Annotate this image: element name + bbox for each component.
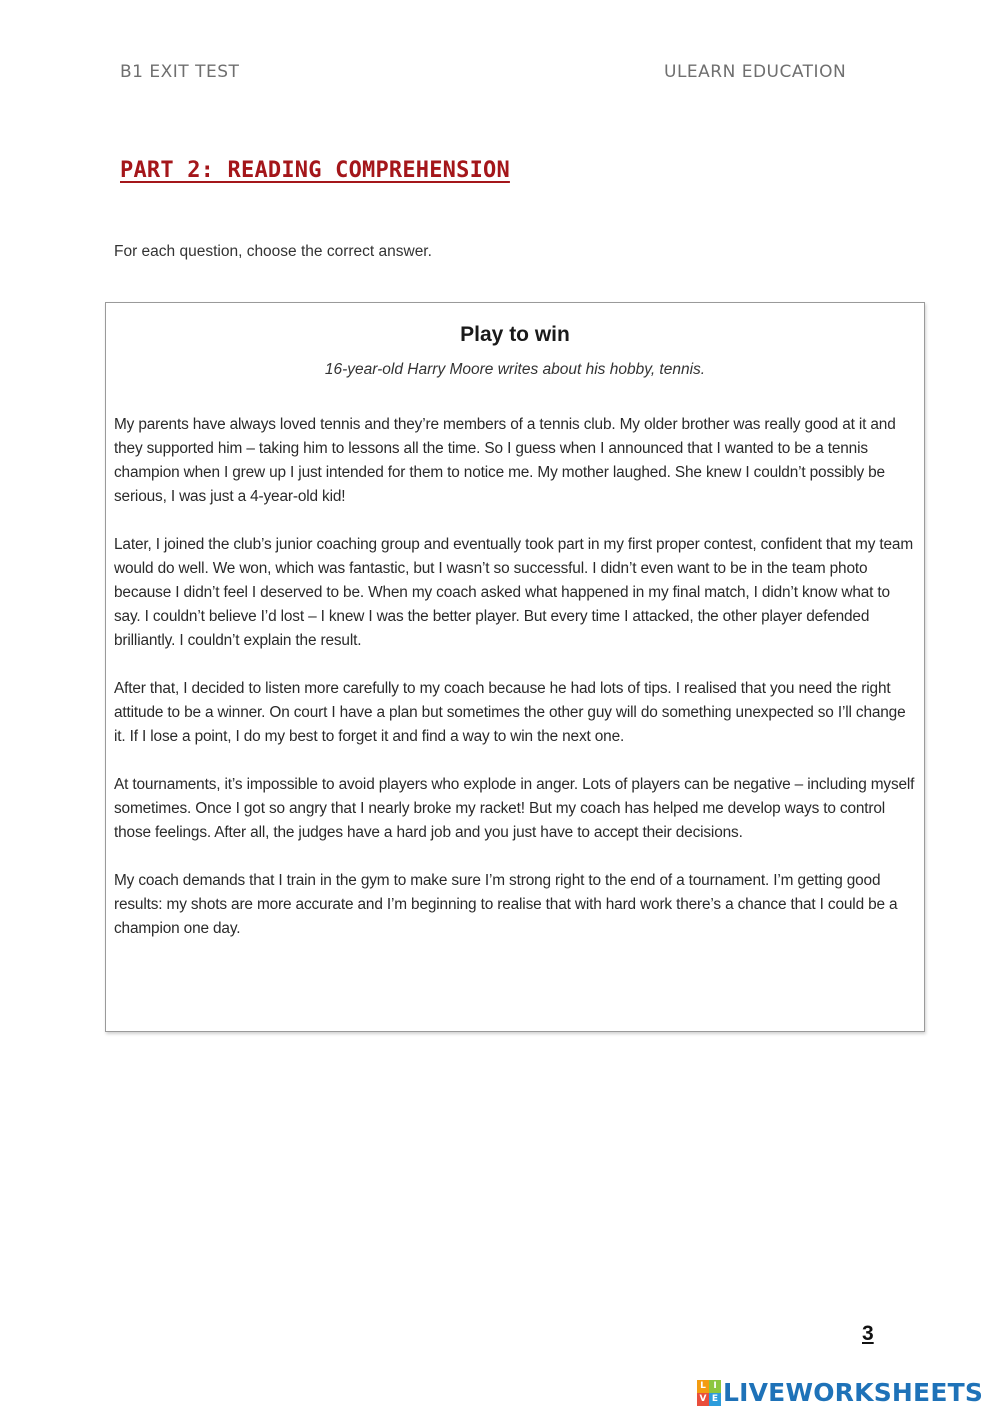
- section-title: PART 2: READING COMPREHENSION: [120, 158, 510, 183]
- article-title: Play to win: [460, 323, 570, 346]
- article-paragraph-1: My parents have always loved tennis and they’re members of a tennis club. My older brother was really good at it and they supported him – taking him to lessons all the time. So I guess when I announced that I wanted to be a tennis champion when I grew up I just intended for them to notice me. My mother laughed. She knew I couldn’t possibly be serious, I was just a 4-year-old kid!: [114, 416, 896, 505]
- instruction-text: For each question, choose the correct answer.: [114, 243, 432, 260]
- article-subtitle: 16-year-old Harry Moore writes about his hobby, tennis.: [324, 361, 706, 378]
- logo-letter-e: E: [709, 1393, 721, 1406]
- reading-passage-box: [105, 302, 925, 1032]
- article-body: [114, 413, 920, 965]
- header-organization: ULEARN EDUCATION: [664, 62, 847, 82]
- header-test-name: B1 EXIT TEST: [120, 62, 240, 82]
- article-paragraph-3: After that, I decided to listen more carefully to my coach because he had lots of tips. I realised that you need the right attitude to be a winner. On court I have a plan but sometimes the other guy will do something unexpected so I’ll change it. If I lose a point, I do my best to forget it and find a way to win the next one.: [114, 680, 906, 745]
- page-number: 3: [862, 1322, 874, 1345]
- article-paragraph-4: At tournaments, it’s impossible to avoid players who explode in anger. Lots of players can be negative – including myself sometimes. Once I got so angry that I nearly broke my racket! But my coach has helped me develop ways to control those feelings. After all, the judges have a hard job and you just have to accept their decisions.: [114, 776, 915, 841]
- logo-letter-l: L: [697, 1380, 709, 1393]
- article-paragraph-2: Later, I joined the club’s junior coaching group and eventually took part in my first proper contest, confident that my team would do well. We won, which was fantastic, but I wasn’t so successful. I didn’t even want to be in the team photo because I didn’t feel I deserved to be. When my coach asked what happened in my final match, I didn’t know what to say. I couldn’t believe I’d lost – I knew I was the better player. But every time I attacked, the other player defended brilliantly. I couldn’t explain the result.: [114, 536, 913, 649]
- liveworksheets-logo-icon: [697, 1380, 721, 1406]
- logo-letter-v: V: [697, 1393, 709, 1406]
- liveworksheets-brand[interactable]: [697, 1378, 983, 1407]
- article-paragraph-5: My coach demands that I train in the gym to make sure I’m strong right to the end of a tournament. I’m getting good results: my shots are more accurate and I’m beginning to realise that with hard work there’s a chance that I could be a champion one day.: [114, 872, 898, 937]
- brand-name: LIVEWORKSHEETS: [723, 1378, 984, 1407]
- logo-letter-i: I: [709, 1380, 721, 1393]
